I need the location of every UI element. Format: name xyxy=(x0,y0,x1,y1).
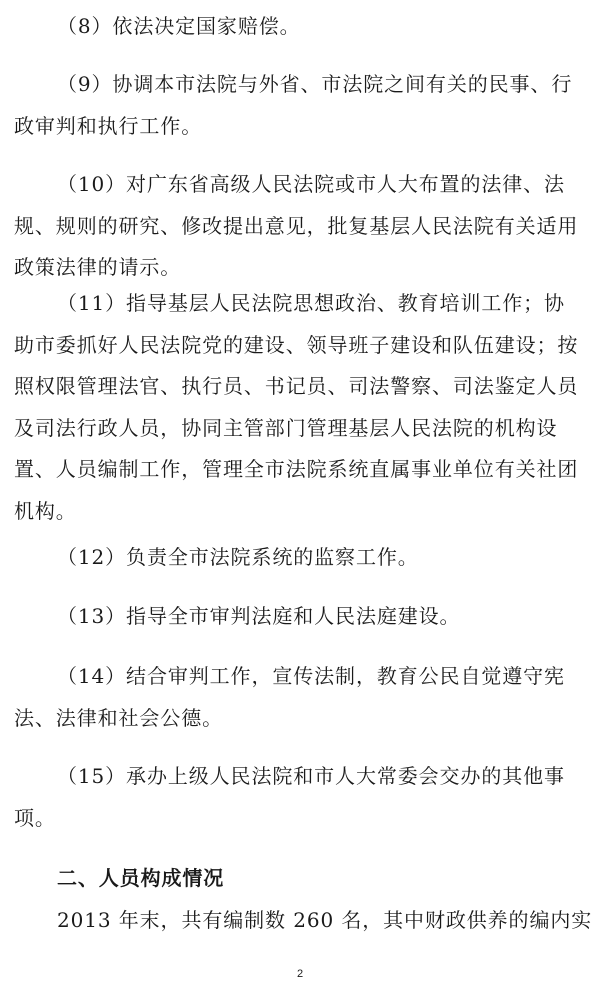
item-9: （9）协调本市法院与外省、市法院之间有关的民事、行政审判和执行工作。 xyxy=(14,72,573,138)
item-11: （11）指导基层人民法院思想政治、教育培训工作；协助市委抓好人民法院党的建设、领导班子建设和队伍建设；按照权限管理法官、执行员、书记员、司法警察、司法鉴定人员及司法行政人员，协同主管部门管理基层人民法院的机构设置、人员编制工作，管理全市法院系统直属事业单位有关社团机构。 xyxy=(14,291,579,523)
section-heading: 二、人员构成情况 xyxy=(57,866,225,890)
page-number: 2 xyxy=(296,968,304,980)
item-15: （15）承办上级人民法院和市人大常委会交办的其他事项。 xyxy=(14,764,565,830)
item-10: （10）对广东省高级人民法院或市人大布置的法律、法规、规则的研究、修改提出意见，批复基层人民法院有关适用政策法律的请示。 xyxy=(14,172,579,279)
item-12: （12）负责全市法院系统的监察工作。 xyxy=(57,545,419,569)
section-body: 2013 年末，共有编制数 260 名，其中财政供养的编内实 xyxy=(57,908,593,932)
item-13: （13）指导全市审判法庭和人民法庭建设。 xyxy=(57,604,461,628)
item-14: （14）结合审判工作，宣传法制，教育公民自觉遵守宪法、法律和社会公德。 xyxy=(14,664,565,730)
item-8: （8）依法决定国家赔偿。 xyxy=(57,14,301,38)
